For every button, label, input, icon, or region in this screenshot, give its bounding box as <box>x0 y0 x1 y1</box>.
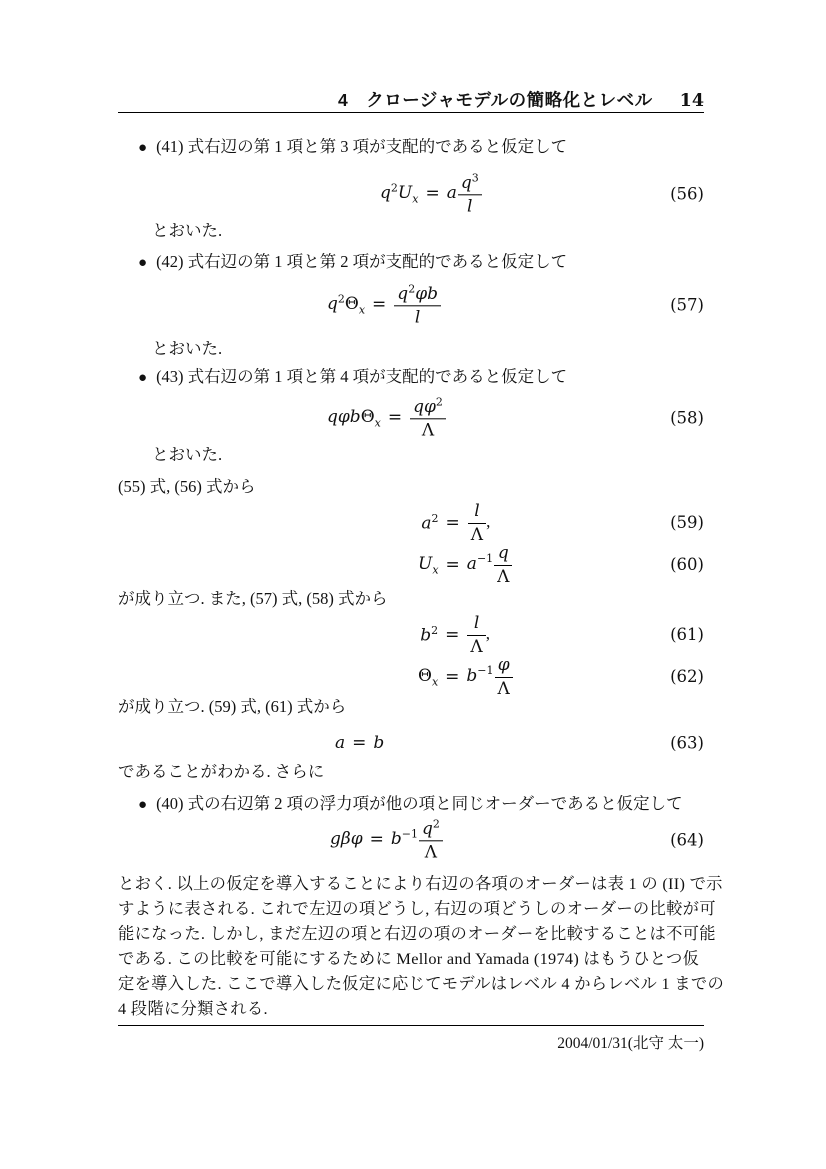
math-token: b <box>466 665 478 686</box>
math-token: l <box>473 613 480 634</box>
equation-number: (56) <box>670 184 704 204</box>
fraction <box>419 818 443 861</box>
bullet-icon: ● <box>138 139 148 156</box>
footer-rule <box>118 1025 704 1026</box>
math-lhs <box>418 554 439 576</box>
math-token: q <box>380 182 391 203</box>
equation-57 <box>118 281 704 329</box>
bullet-text: (42) 式右辺の第 1 項と第 2 項が支配的であると仮定して <box>156 252 568 271</box>
footer-date: 2004/01/31(北守 太一) <box>557 1035 704 1052</box>
fraction-numerator <box>394 283 441 306</box>
math-token: x <box>432 563 439 577</box>
page-header <box>118 87 704 112</box>
math-rhs <box>466 656 512 698</box>
equals-sign: = <box>352 733 367 753</box>
math-token: 2 <box>431 624 439 638</box>
math-token: x <box>431 675 439 689</box>
body-text-line: が成り立つ. また, (57) 式, (58) 式から <box>118 589 388 608</box>
body-text-line: が成り立つ. (59) 式, (61) 式から <box>118 697 347 716</box>
fraction-numerator <box>458 172 482 195</box>
math-expression <box>330 818 443 861</box>
paragraph-line: である. この比較を可能にするために Mellor and Yamada (1974) はもうひとつ仮 <box>118 949 700 968</box>
math-token: q <box>397 283 409 304</box>
bullet-icon: ● <box>138 796 148 813</box>
math-token: q <box>460 172 472 193</box>
math-token: Θ <box>418 665 432 686</box>
math-token: b <box>390 828 402 849</box>
math-token: Λ <box>497 566 510 587</box>
math-expression <box>335 733 384 753</box>
math-token: a <box>335 733 346 753</box>
equation-number: (57) <box>670 295 704 315</box>
math-token: x <box>358 303 366 317</box>
paragraph-line: 能になった. しかし, まだ左辺の項と右辺の項のオーダーを比較することは不可能 <box>118 924 716 943</box>
body-text-line: とおいた. <box>152 339 223 358</box>
math-token: 2 <box>337 292 345 306</box>
math-token: q <box>327 406 338 427</box>
math-token: φ <box>415 283 428 304</box>
fraction-denominator <box>394 306 441 326</box>
paragraph-line: 定を導入した. ここで導入した仮定に応じてモデルはレベル 4 からレベル 1 までの <box>118 974 725 993</box>
math-token: 2 <box>390 181 398 195</box>
header-rule <box>118 112 704 113</box>
math-token: q <box>421 818 433 839</box>
equation-58 <box>118 394 704 442</box>
fraction <box>394 283 441 326</box>
fraction-numerator <box>494 544 512 565</box>
equals-sign: = <box>445 513 460 533</box>
fraction-numerator <box>410 396 446 419</box>
equals-sign: = <box>387 406 403 427</box>
math-token: b <box>349 406 361 427</box>
math-token: q <box>413 396 424 417</box>
body-text-line: とおいた. <box>152 221 223 240</box>
paragraph-line: すように表される. これで左辺の項どうし, 右辺の項どうしのオーダーの比較が可 <box>118 899 716 918</box>
math-token: Θ <box>360 406 375 427</box>
equals-sign: = <box>445 555 460 575</box>
math-token: φ <box>423 396 436 417</box>
math-token: 2 <box>432 817 440 831</box>
math-token: Λ <box>421 420 435 441</box>
math-token: b <box>420 625 432 646</box>
fraction-numerator <box>468 502 486 523</box>
fraction <box>468 502 486 544</box>
fraction <box>410 396 446 439</box>
bullet-item-eq40 <box>138 793 683 816</box>
math-rhs <box>467 502 513 544</box>
bullet-text: (43) 式右辺の第 1 項と第 4 項が支配的であると仮定して <box>156 367 568 386</box>
equation-number: (62) <box>670 667 704 686</box>
fraction-numerator <box>419 818 443 841</box>
math-token: q <box>497 543 509 564</box>
math-token: 2 <box>408 282 416 296</box>
section-title: 4 クロージャモデルの簡略化とレベル <box>337 90 653 110</box>
fraction-denominator <box>468 524 486 544</box>
bullet-item-eq43 <box>138 366 567 389</box>
math-token: Λ <box>470 524 484 545</box>
page-number: 14 <box>679 91 704 111</box>
equation-number: (63) <box>670 733 704 753</box>
body-text-line: (55) 式, (56) 式から <box>118 477 256 496</box>
bullet-icon: ● <box>138 254 148 271</box>
equals-sign: = <box>425 182 440 203</box>
equation-63 <box>118 731 704 755</box>
equation-number: (64) <box>670 830 704 850</box>
body-text-line: であることがわかる. さらに <box>118 762 325 781</box>
math-expression <box>327 283 441 326</box>
equation-number: (59) <box>670 513 704 532</box>
aligned-equations <box>418 502 512 586</box>
fraction-numerator <box>467 614 485 635</box>
math-token: −1 <box>477 664 494 678</box>
math-token: 2 <box>435 395 443 409</box>
math-token: 3 <box>471 171 479 185</box>
fraction-denominator <box>494 566 512 586</box>
math-lhs <box>418 666 438 688</box>
math-token: b <box>373 733 385 753</box>
math-expression <box>380 172 482 215</box>
paragraph-line: 4 段階に分類される. <box>118 999 268 1018</box>
equation-64 <box>118 816 704 864</box>
math-token: b <box>427 283 438 304</box>
bullet-text: (40) 式の右辺第 2 項の浮力項が他の項と同じオーダーであると仮定して <box>156 794 683 813</box>
fraction-denominator <box>458 195 482 215</box>
equation-number: (60) <box>670 555 704 574</box>
equation-number: (61) <box>670 625 704 644</box>
math-token: l <box>467 196 473 217</box>
equals-sign: = <box>445 667 460 687</box>
bullet-text: (41) 式右辺の第 1 項と第 3 項が支配的であると仮定して <box>156 137 568 156</box>
math-token: Λ <box>497 678 510 699</box>
math-token: φ <box>350 828 363 849</box>
math-token: U <box>397 182 413 203</box>
equals-sign: = <box>372 293 387 314</box>
math-rhs <box>466 614 512 656</box>
math-token: a <box>446 182 457 203</box>
bullet-item-eq42 <box>138 251 567 274</box>
bullet-item-eq41 <box>138 136 567 159</box>
math-token: −1 <box>476 552 494 566</box>
math-token: φ <box>337 406 350 427</box>
math-token: x <box>374 416 381 430</box>
math-token: a <box>421 513 432 534</box>
math-token: , <box>485 623 490 643</box>
math-lhs <box>418 624 438 646</box>
math-token: φ <box>497 655 510 676</box>
math-token: a <box>466 553 477 574</box>
equation-56 <box>118 170 704 218</box>
equation-group-61-62 <box>118 614 704 698</box>
equation-group-59-60 <box>118 502 704 586</box>
fraction <box>467 614 485 656</box>
fraction-denominator <box>467 636 485 656</box>
math-token: Λ <box>424 842 438 863</box>
fraction <box>495 656 513 698</box>
fraction-denominator <box>419 841 443 861</box>
math-token: l <box>474 501 480 522</box>
math-token: g <box>330 828 341 849</box>
aligned-equations <box>418 614 513 698</box>
math-token: q <box>327 293 338 314</box>
math-token: l <box>414 307 421 328</box>
bullet-icon: ● <box>138 369 148 386</box>
fraction-denominator <box>410 419 446 439</box>
math-expression <box>327 396 446 439</box>
math-token: β <box>340 828 351 849</box>
math-token: 2 <box>431 512 439 526</box>
fraction <box>494 544 512 586</box>
math-lhs <box>418 512 439 534</box>
math-token: U <box>418 553 433 574</box>
equals-sign: = <box>445 625 460 645</box>
equation-number: (58) <box>670 408 704 428</box>
fraction-denominator <box>495 678 513 698</box>
fraction-numerator <box>495 656 513 677</box>
body-paragraph <box>118 871 725 1021</box>
body-text-line: とおいた. <box>152 445 223 464</box>
math-rhs <box>467 544 513 586</box>
math-token: Λ <box>470 636 483 657</box>
fraction <box>458 172 482 215</box>
math-token: , <box>486 511 491 531</box>
paragraph-line: とおく. 以上の仮定を導入することにより右辺の各項のオーダーは表 1 の (II) で示 <box>118 874 723 893</box>
math-token: x <box>412 192 419 206</box>
equals-sign: = <box>369 828 384 849</box>
math-token: −1 <box>401 827 418 841</box>
math-token: Θ <box>344 293 359 314</box>
